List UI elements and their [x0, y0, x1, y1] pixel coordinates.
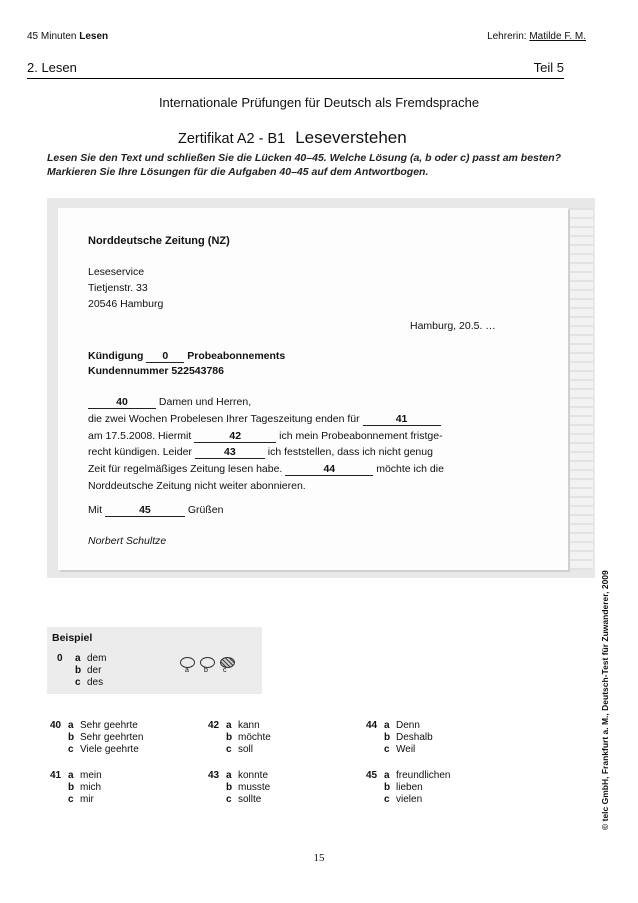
example-options: 0 a dem b der c des	[57, 653, 107, 688]
gap-42: 42	[194, 431, 276, 443]
question-44: 44 a Denn b Deshalb c Weil	[366, 720, 433, 755]
question-42: 42 a kann b möchte c soll	[208, 720, 271, 755]
exam-title-big: Leseverstehen	[295, 128, 407, 147]
letter-ghost-page	[568, 208, 593, 570]
question-41: 41 a mein b mich c mir	[50, 770, 102, 805]
question-45: 45 a freundlichen b lieben c vielen	[366, 770, 451, 805]
instructions: Lesen Sie den Text und schließen Sie die Lücken 40–45. Welche Lösung (a, b oder c) passt am besten? Markieren Sie Ihre Lösungen für die Aufgaben 40–45 auf dem Antwortbogen.	[47, 152, 562, 178]
exam-subtitle: Internationale Prüfungen für Deutsch als Fremdsprache	[158, 95, 480, 110]
example-circle-labels: a b c	[185, 667, 227, 674]
letter-signature: Norbert Schultze	[88, 535, 167, 547]
exam-title: Zertifikat A2 - B1 Leseverstehen	[178, 128, 407, 147]
letter-address: Leseservice Tietjenstr. 33 20546 Hamburg	[88, 266, 164, 310]
letter-sender: Norddeutsche Zeitung (NZ)	[88, 235, 230, 247]
example-title: Beispiel	[52, 632, 93, 644]
teacher-name: Matilde F. M.	[529, 31, 586, 42]
gap-0: 0	[146, 351, 184, 363]
section-heading	[27, 60, 564, 79]
gap-45: 45	[105, 505, 185, 517]
copyright-credit: © telc GmbH, Frankfurt a. M., Deutsch-Test für Zuwanderer, 2009	[600, 570, 610, 830]
header-left: 45 Minuten Lesen	[27, 31, 109, 42]
section-part: Teil 5	[533, 60, 564, 75]
header-subject: Lesen	[79, 31, 109, 42]
question-43: 43 a konnte b musste c sollte	[208, 770, 271, 805]
gap-44: 44	[285, 464, 373, 476]
gap-40: 40	[88, 397, 156, 409]
header-right: Lehrerin: Matilde F. M.	[487, 31, 586, 42]
letter-subject: Kündigung 0 Probeabonnements	[88, 350, 286, 362]
page-number: 15	[313, 852, 325, 864]
question-40: 40 a Sehr geehrte b Sehr geehrten c Viele geehrte	[50, 720, 144, 755]
gap-43: 43	[195, 447, 265, 459]
letter-body: 40 Damen und Herren, die zwei Wochen Probelesen Ihrer Tageszeitung enden für 41 am 17.5.2008. Hiermit 42 ich mein Probeabonnement fristge- recht kündigen. Leider 43 ich feststellen, dass ich nicht genug Zeit für regelmäßiges Zeitung lesen habe. 44 möchte ich die Norddeutsche Zeitung nicht weiter abonnieren.	[88, 396, 444, 492]
letter-closing: Mit 45 Grüßen	[88, 504, 224, 516]
section-title: 2. Lesen	[27, 60, 77, 75]
gap-41: 41	[363, 414, 441, 426]
letter-date: Hamburg, 20.5. …	[410, 320, 496, 332]
letter-customer-number: Kundennummer 522543786	[88, 365, 224, 377]
